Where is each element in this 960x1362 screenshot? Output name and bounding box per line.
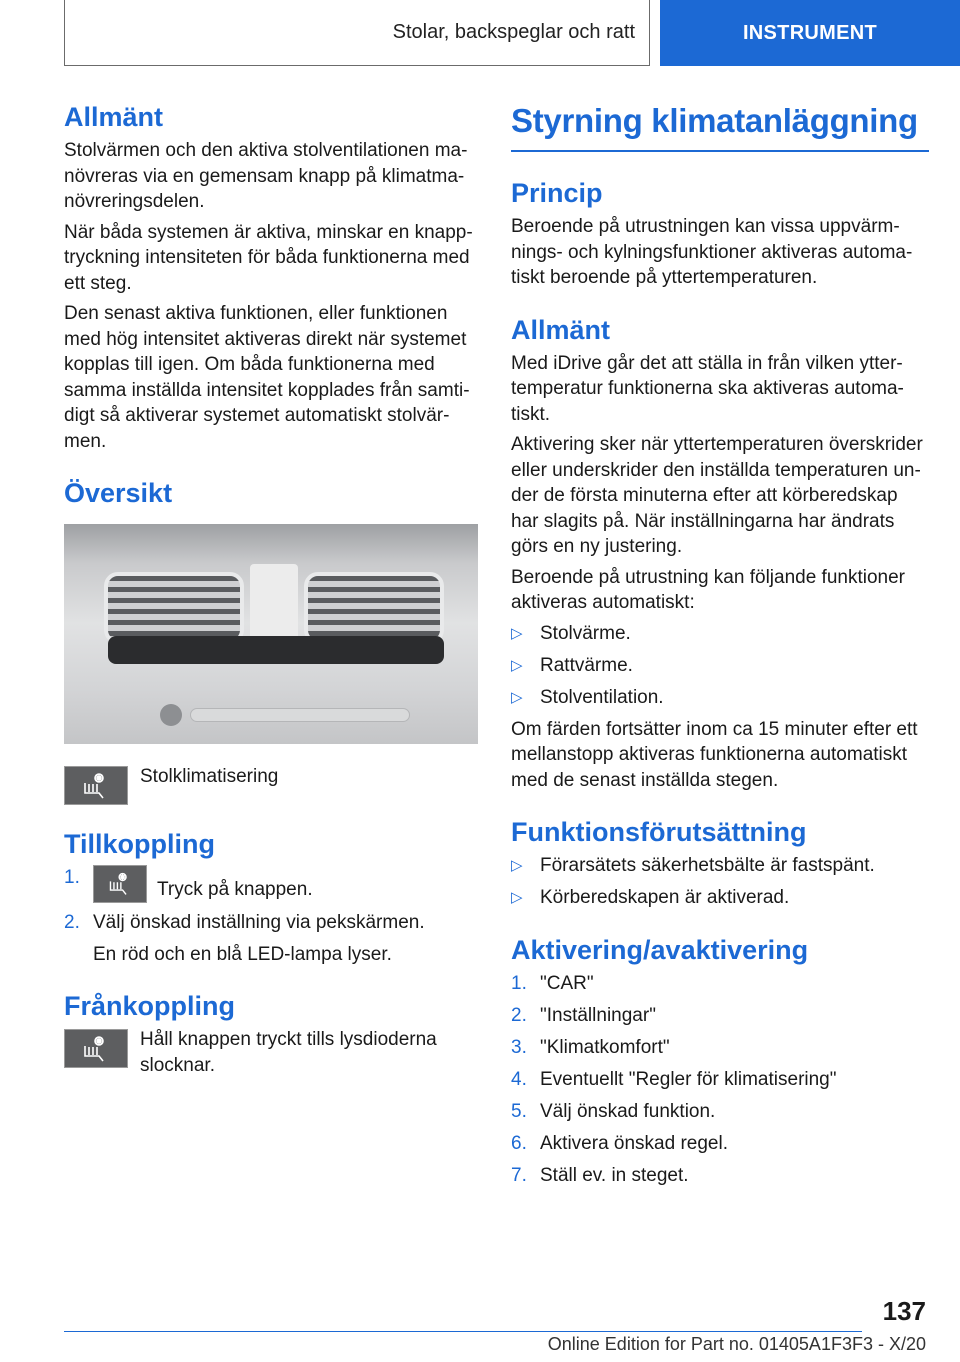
right-paragraph-1: Med iDrive går det att ställa in från vilken ytter-temperatur funktionerna ska aktiveras automa-tiskt. bbox=[511, 352, 904, 425]
right-column bbox=[511, 100, 929, 1195]
list-item bbox=[64, 865, 478, 903]
prereq-list bbox=[511, 853, 929, 911]
page-title: Styrning klimatanläggning bbox=[511, 102, 918, 139]
step-text: Välj önskad inställning via pekskärmen. bbox=[93, 911, 425, 933]
step-number: 2. bbox=[64, 911, 80, 933]
general-paragraph-2: När båda systemen är aktiva, minskar en knapp-tryckning intensiteten för båda funktionerna med ett steg. bbox=[64, 221, 473, 294]
triangle-bullet-icon: ▷ bbox=[511, 688, 523, 706]
chapter-title: INSTRUMENT bbox=[742, 21, 878, 44]
chapter-tab bbox=[660, 0, 960, 66]
general-heading-left: Allmänt bbox=[64, 102, 164, 132]
list-item bbox=[64, 910, 478, 936]
on-steps bbox=[64, 865, 478, 935]
on-note: En röd och en blå LED-lampa lyser. bbox=[93, 943, 392, 965]
page-number: 137 bbox=[882, 1296, 926, 1326]
prereq-heading: Funktionsförutsättning bbox=[511, 817, 807, 847]
general-paragraph-1: Stolvärmen och den aktiva stolventilationen ma-növreras via en gemensam knapp på klimatma-növreringsdelen. bbox=[64, 140, 468, 212]
triangle-bullet-icon: ▷ bbox=[511, 889, 523, 906]
list-item: 6. Aktivera önskad regel. bbox=[511, 1132, 728, 1154]
general-paragraph-3: Den senast aktiva funktionen, eller funktionen med hög intensitet aktiveras direkt när systemet kopplas till igen. Om båda funktionerna med samma inställda intensitet kopplades från samti-digt så aktiverar systemet automatiskt stolvär-men. bbox=[64, 303, 470, 452]
climate-panel-photo bbox=[64, 524, 478, 744]
step-number: 1. bbox=[64, 867, 80, 888]
seat-climate-icon bbox=[93, 865, 147, 903]
left-column bbox=[64, 100, 478, 1084]
activation-heading: Aktivering/avaktivering bbox=[511, 934, 809, 965]
right-paragraph-3: Beroende på utrustning kan följande funktioner aktiveras automatiskt: bbox=[511, 566, 905, 613]
edition-text: Online Edition for Part no. 01405A1F3F3 - X/20 bbox=[547, 1334, 926, 1354]
general-heading-right: Allmänt bbox=[511, 314, 611, 345]
on-heading: Tillkoppling bbox=[64, 829, 215, 859]
auto-functions-list bbox=[511, 621, 929, 711]
icon-caption: Stolklimatisering bbox=[140, 766, 279, 787]
principle-paragraph: Beroende på utrustningen kan vissa uppvärm-nings- och kylningsfunktioner aktiveras automa-tiskt beroende på yttertemperaturen. bbox=[511, 216, 913, 288]
off-text: Håll knappen tryckt tills lysdioderna slocknar. bbox=[140, 1029, 437, 1076]
seat-climate-icon bbox=[64, 1029, 128, 1068]
activation-steps bbox=[511, 971, 929, 1189]
list-item: 1. "CAR" bbox=[511, 972, 594, 994]
off-row bbox=[64, 1027, 478, 1078]
title-rule bbox=[511, 150, 929, 152]
list-item: 7. Ställ ev. in steget. bbox=[511, 1164, 689, 1186]
list-item: 5. Välj önskad funktion. bbox=[511, 1100, 716, 1122]
seat-climate-icon bbox=[64, 766, 128, 805]
triangle-bullet-icon: ▷ bbox=[511, 857, 523, 874]
off-heading: Frånkoppling bbox=[64, 991, 235, 1021]
section-header bbox=[64, 0, 650, 66]
section-title: Stolar, backspeglar och ratt bbox=[392, 21, 635, 43]
right-paragraph-2: Aktivering sker när yttertemperaturen överskrider eller underskrider den inställda temperaturen un-der de första minuterna efter att körberedskap har slagits på. När inställningarna har ändrats görs en ny justering. bbox=[511, 434, 923, 557]
icon-caption-row bbox=[64, 764, 478, 805]
footer-rule bbox=[64, 1331, 862, 1332]
list-item: 3. "Klimatkomfort" bbox=[511, 1036, 670, 1058]
list-item: ▷ Körberedskapen är aktiverad. bbox=[511, 885, 929, 911]
list-item: ▷ Förarsätets säkerhetsbälte är fastspänt. bbox=[511, 853, 929, 879]
list-item: ▷ Stolvärme. bbox=[511, 621, 929, 647]
step-text: Tryck på knappen. bbox=[157, 879, 313, 900]
overview-heading: Översikt bbox=[64, 478, 173, 508]
principle-heading: Princip bbox=[511, 178, 603, 208]
right-paragraph-4: Om färden fortsätter inom ca 15 minuter efter ett mellanstopp aktiveras funktionerna automatiskt med de senast inställda stegen. bbox=[511, 718, 918, 791]
list-item: 4. Eventuellt "Regler för klimatisering" bbox=[511, 1068, 837, 1090]
triangle-bullet-icon: ▷ bbox=[511, 656, 523, 674]
list-item: ▷ Rattvärme. bbox=[511, 653, 929, 679]
triangle-bullet-icon: ▷ bbox=[511, 624, 523, 642]
list-item: ▷ Stolventilation. bbox=[511, 685, 929, 711]
list-item: 2. "Inställningar" bbox=[511, 1004, 656, 1026]
